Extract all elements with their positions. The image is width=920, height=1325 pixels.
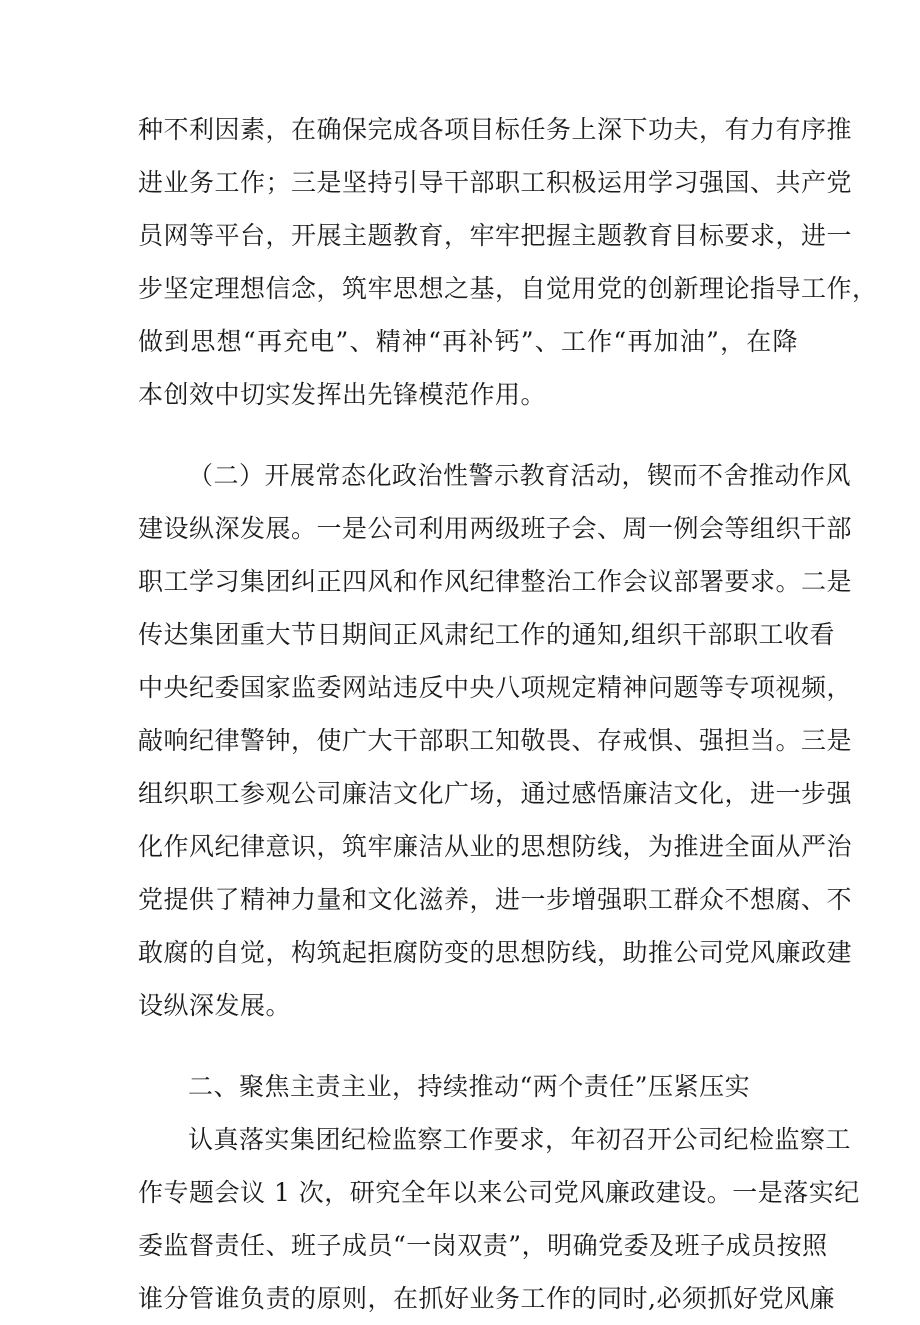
paragraph-line: 敢腐的自觉，构筑起拒腐防变的思想防线，助推公司党风廉政建	[138, 938, 853, 967]
paragraph-line: 谁分管谁负责的原则，在抓好业务工作的同时,必须抓好党风廉	[138, 1284, 835, 1313]
paragraph-line: 化作风纪律意识，筑牢廉洁从业的思想防线，为推进全面从严治	[138, 832, 853, 861]
document-body	[138, 103, 878, 1325]
paragraph-line: 种不利因素，在确保完成各项目标任务上深下功夫，有力有序推	[138, 115, 853, 144]
section-heading-2	[138, 1060, 798, 1113]
paragraph-line: 职工学习集团纠正四风和作风纪律整治工作会议部署要求。二是	[138, 567, 853, 596]
paragraph-line: 本创效中切实发挥出先锋模范作用。	[138, 380, 547, 409]
paragraph-line: 作专题会议 1 次，研究全年以来公司党风廉政建设。一是落实纪	[138, 1178, 860, 1207]
paragraph-line: 员网等平台，开展主题教育，牢牢把握主题教育目标要求，进一	[138, 221, 853, 250]
section-heading: 二、聚焦主责主业，持续推动“两个责任”压紧压实	[188, 1072, 751, 1101]
paragraph-line: 做到思想“再充电”、精神“再补钙”、工作“再加油”，在降	[138, 327, 798, 356]
paragraph-line: （二）开展常态化政治性警示教育活动，锲而不舍推动作风	[188, 461, 852, 490]
paragraph-line: 进业务工作；三是坚持引导干部职工积极运用学习强国、共产党	[138, 168, 853, 197]
paragraph-line: 步坚定理想信念，筑牢思想之基，自觉用党的创新理论指导工作，	[138, 274, 878, 303]
paragraph-2	[138, 449, 853, 1032]
paragraph-line: 委监督责任、班子成员“一岗双责”，明确党委及班子成员按照	[138, 1231, 828, 1260]
paragraph-line: 建设纵深发展。一是公司利用两级班子会、周一例会等组织干部	[138, 514, 853, 543]
paragraph-3	[138, 1113, 860, 1325]
paragraph-line: 认真落实集团纪检监察工作要求，年初召开公司纪检监察工	[188, 1125, 852, 1154]
paragraph-line: 传达集团重大节日期间正风肃纪工作的通知,组织干部职工收看	[138, 620, 835, 649]
paragraph-line: 设纵深发展。	[138, 991, 292, 1020]
paragraph-line: 敲响纪律警钟，使广大干部职工知敬畏、存戒惧、强担当。三是	[138, 726, 853, 755]
paragraph-line: 党提供了精神力量和文化滋养，进一步增强职工群众不想腐、不	[138, 885, 853, 914]
paragraph-line: 组织职工参观公司廉洁文化广场，通过感悟廉洁文化，进一步强	[138, 779, 853, 808]
paragraph-1	[138, 103, 878, 421]
paragraph-line: 中央纪委国家监委网站违反中央八项规定精神问题等专项视频，	[138, 673, 853, 702]
